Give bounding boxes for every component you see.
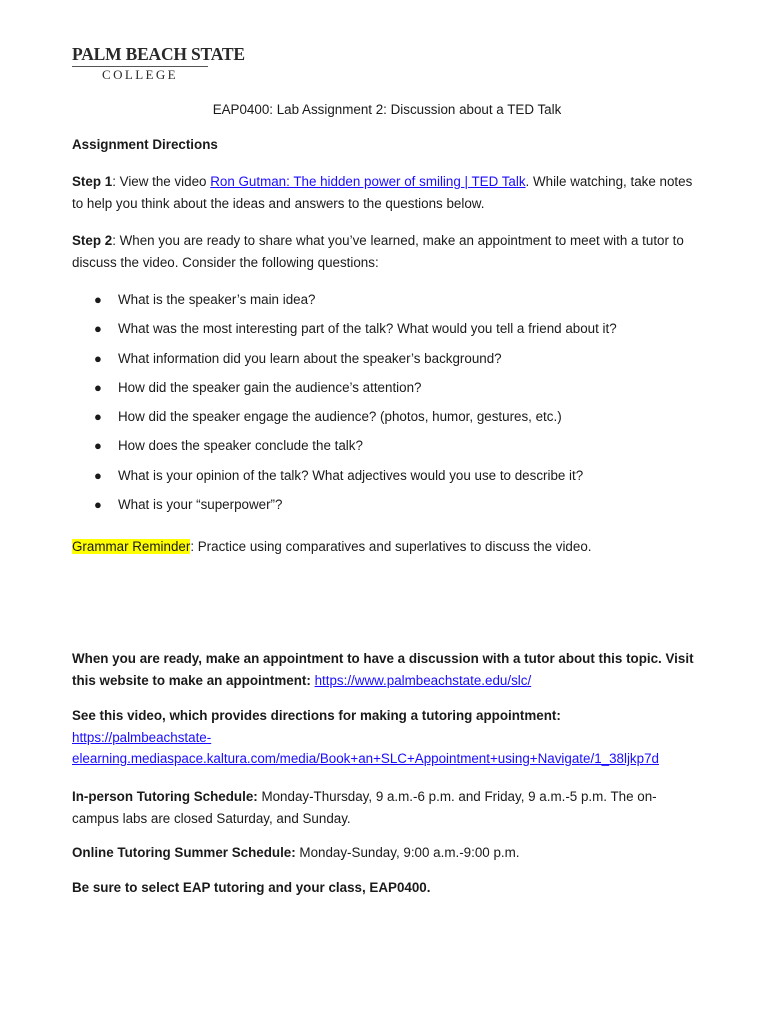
step2-text: : When you are ready to share what you’ve learned, make an appointment to meet with a tutor to discuss the video. Consider the following questions: — [72, 233, 684, 270]
step1-text: : View the video — [112, 174, 211, 189]
questions-list — [72, 290, 702, 524]
video-text: See this video, which provides directions for making a tutoring appointment: — [72, 708, 561, 723]
bullet-icon: ● — [94, 467, 102, 483]
grammar-text: : Practice using comparatives and superlatives to discuss the video. — [190, 539, 592, 554]
step2-paragraph — [72, 230, 702, 273]
ted-talk-link[interactable]: Ron Gutman: The hidden power of smiling | TED Talk — [210, 174, 526, 189]
grammar-label: Grammar Reminder — [72, 539, 191, 554]
bullet-icon: ● — [94, 379, 102, 395]
list-item: ● How does the speaker conclude the talk? — [72, 436, 702, 465]
college-logo — [72, 44, 245, 84]
bullet-icon: ● — [94, 350, 102, 366]
list-item: ● What is the speaker’s main idea? — [72, 290, 702, 319]
list-item: ● What was the most interesting part of the talk? What would you tell a friend about it? — [72, 319, 702, 348]
bullet-icon: ● — [94, 497, 102, 513]
list-item: ● What information did you learn about the speaker’s background? — [72, 349, 702, 378]
document-title: EAP0400: Lab Assignment 2: Discussion about a TED Talk — [212, 102, 562, 117]
online-schedule — [72, 842, 702, 864]
inperson-schedule — [72, 786, 702, 829]
list-item: ● What is your “superpower”? — [72, 495, 702, 524]
step1-text-after: . While watching, take notes to help you think about the ideas and answers to the questions below. — [72, 174, 693, 211]
step2-label: Step 2 — [72, 233, 113, 248]
step1-paragraph — [72, 171, 702, 214]
appointment-text: When you are ready, make an appointment to have a discussion with a tutor about this topic. Visit this website to make an appointment: — [72, 651, 694, 688]
appointment-paragraph — [72, 648, 702, 691]
closing-note: Be sure to select EAP tutoring and your class, EAP0400. — [72, 880, 431, 895]
inperson-text: Monday-Thursday, 9 a.m.-6 p.m. and Friday, 9 a.m.-5 p.m. The on-campus labs are closed Saturday, and Sunday. — [72, 789, 657, 826]
step1-label: Step 1 — [72, 174, 113, 189]
bullet-icon: ● — [94, 292, 102, 307]
bullet-icon: ● — [94, 409, 102, 425]
kaltura-video-link[interactable]: https://palmbeachstate- elearning.mediaspace.kaltura.com/media/Book+an+SLC+Appointment+using+Navigate/1_38ljkp7d — [72, 729, 659, 766]
logo-line2: COLLEGE — [102, 67, 179, 82]
online-label: Online Tutoring Summer Schedule: — [72, 845, 296, 860]
list-item: ● What is your opinion of the talk? What adjectives would you use to describe it? — [72, 466, 702, 495]
video-paragraph — [72, 705, 702, 770]
inperson-label: In-person Tutoring Schedule: — [72, 789, 258, 804]
list-item: ● How did the speaker gain the audience’s attention? — [72, 378, 702, 407]
bullet-icon: ● — [94, 321, 102, 337]
slc-website-link[interactable]: https://www.palmbeachstate.edu/slc/ — [314, 672, 532, 688]
grammar-reminder — [72, 536, 702, 558]
list-item: ● How did the speaker engage the audience? (photos, humor, gestures, etc.) — [72, 407, 702, 436]
online-text: Monday-Sunday, 9:00 a.m.-9:00 p.m. — [295, 845, 520, 860]
logo-line1: PALM BEACH STATE — [72, 44, 245, 64]
directions-heading: Assignment Directions — [72, 137, 218, 152]
bullet-icon: ● — [94, 438, 102, 454]
